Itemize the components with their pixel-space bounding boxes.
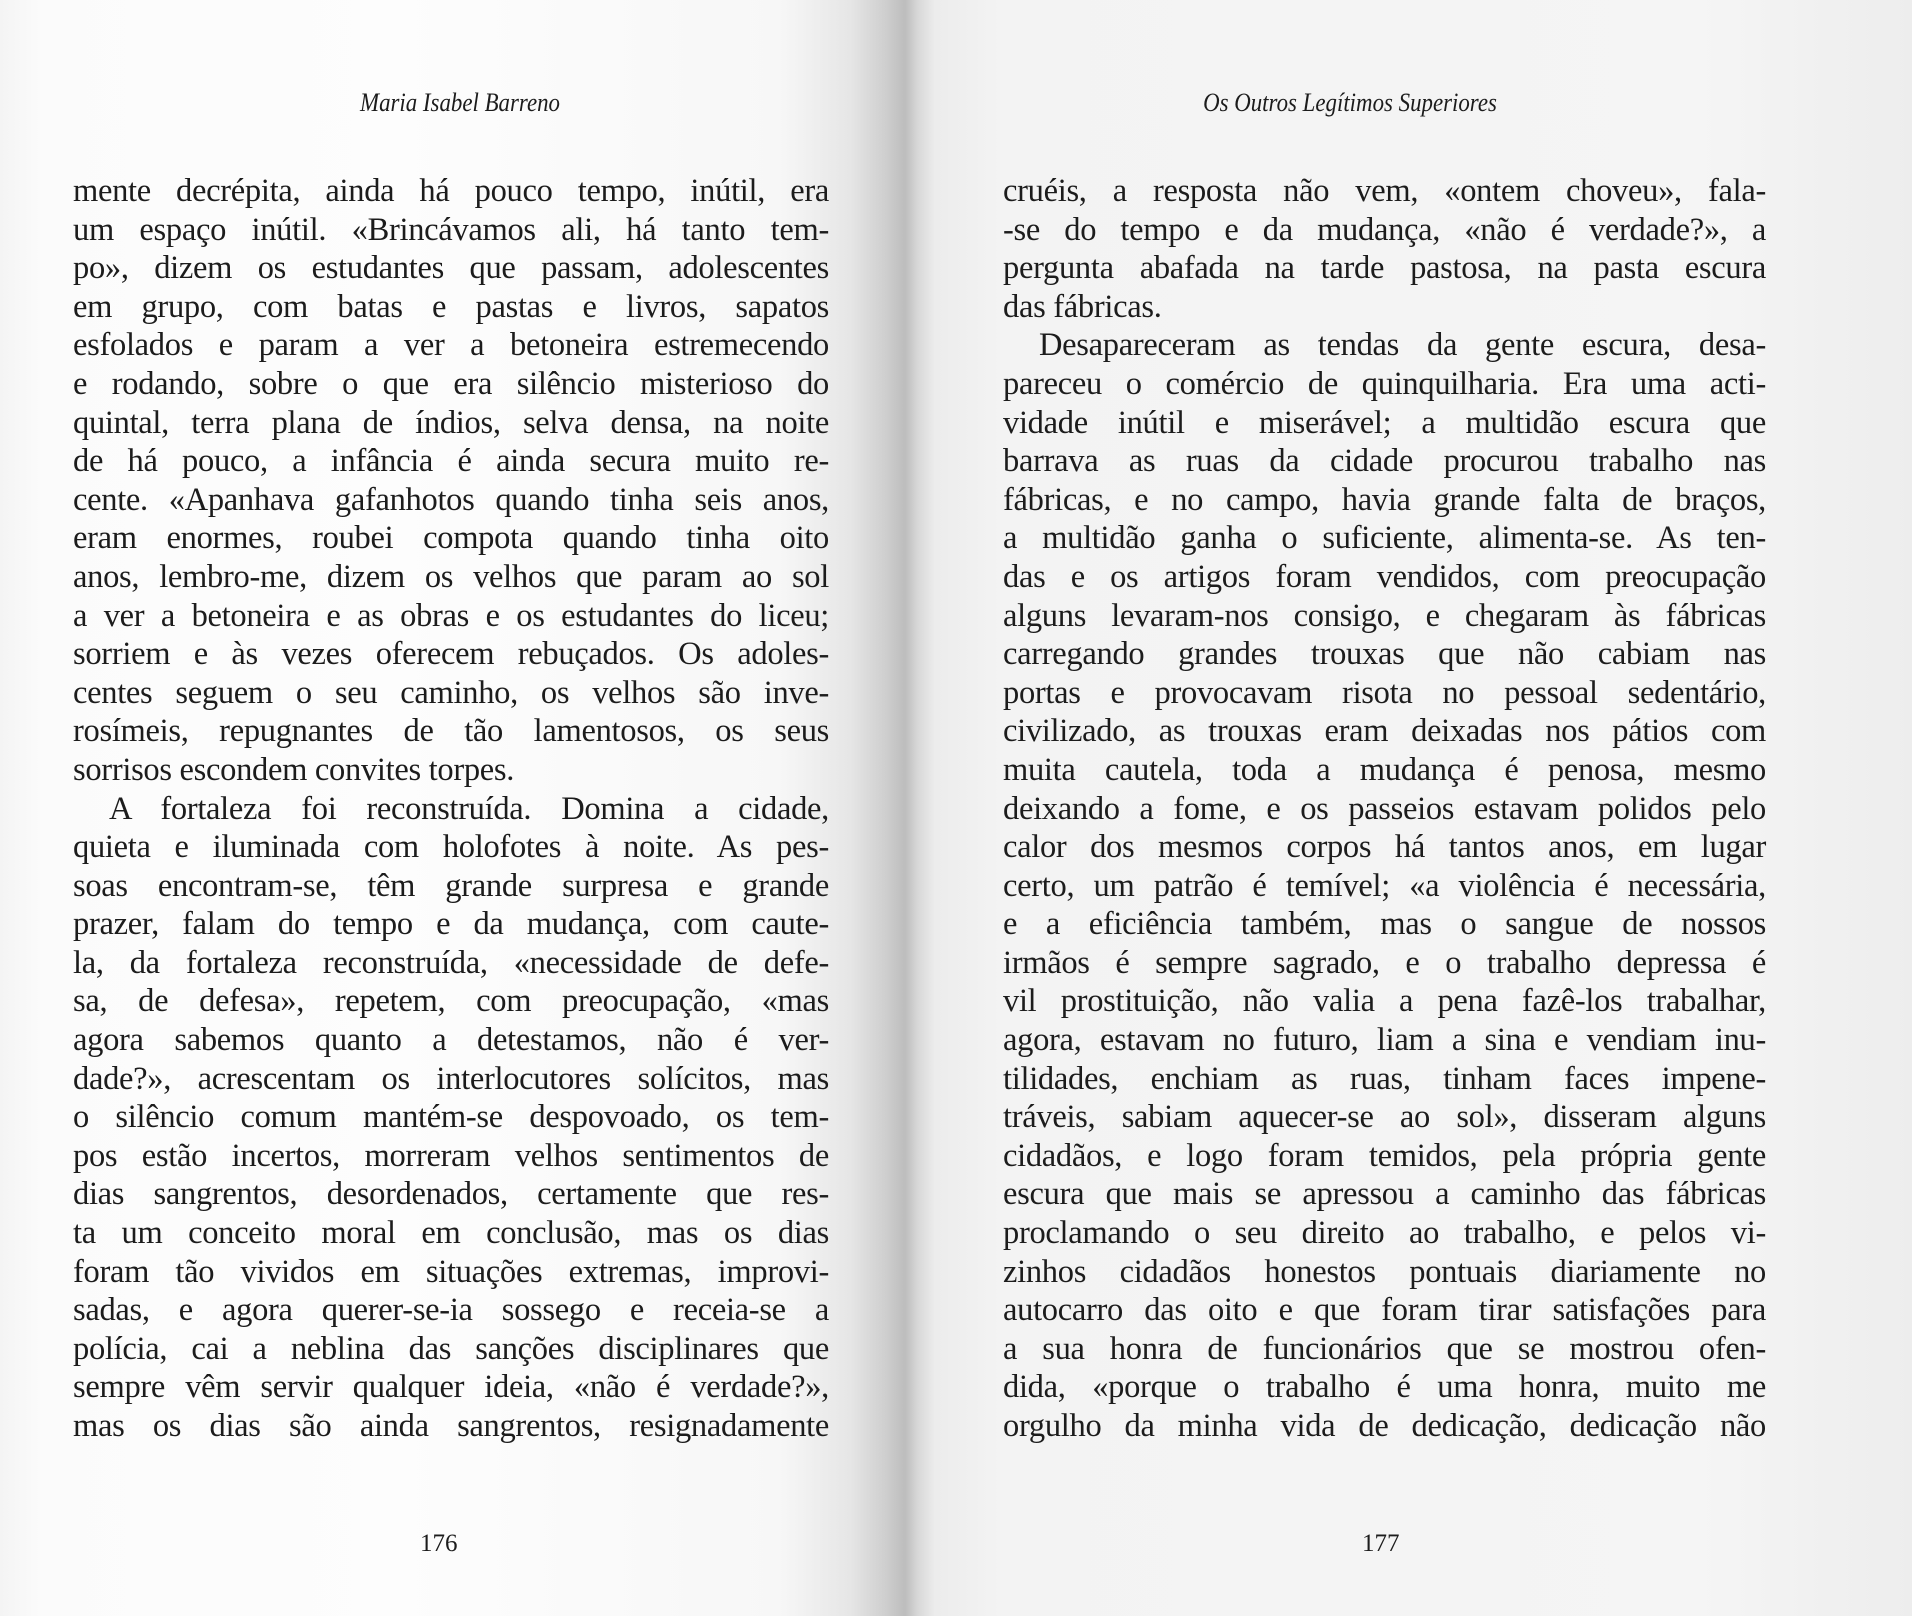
- text-line: sa, de defesa», repetem, com preocupação, «mas: [73, 983, 829, 1020]
- text-line: civilizado, as trouxas eram deixadas nos pátios com: [1003, 713, 1766, 750]
- text-line: barrava as ruas da cidade procurou trabalho nas: [1003, 443, 1766, 480]
- text-line: soas encontram-se, têm grande surpresa e grande: [73, 867, 829, 904]
- text-line: mente decrépita, ainda há pouco tempo, inútil, era: [73, 173, 829, 209]
- page-number: 177: [1362, 1530, 1400, 1557]
- text-line: prazer, falam do tempo e da mudança, com caute-: [73, 906, 829, 943]
- page-body-text: [1003, 172, 1766, 1446]
- text-line: das e os artigos foram vendidos, com preocupação: [1003, 558, 1766, 595]
- text-line: e a eficiência também, mas o sangue de nossos: [1003, 906, 1766, 943]
- text-line: carregando grandes trouxas que não cabiam nas: [1003, 636, 1766, 673]
- text-line: tilidades, enchiam as ruas, tinham faces impene-: [1003, 1060, 1766, 1097]
- text-line: o silêncio comum mantém-se despovoado, os tem-: [73, 1099, 829, 1136]
- text-line: mas os dias são ainda sangrentos, resignadamente: [73, 1408, 829, 1444]
- text-line: dias sangrentos, desordenados, certamente que res-: [73, 1176, 829, 1213]
- text-line: e rodando, sobre o que era silêncio misterioso do: [73, 365, 829, 402]
- text-line: cidadãos, e logo foram temidos, pela própria gente: [1003, 1137, 1766, 1174]
- text-line: -se do tempo e da mudança, «não é verdade?», a: [1003, 211, 1766, 248]
- text-line: portas e provocavam risota no pessoal sedentário,: [1003, 674, 1766, 711]
- text-line: agora sabemos quanto a detestamos, não é ver-: [73, 1022, 829, 1059]
- text-line: pareceu o comércio de quinquilharia. Era uma acti-: [1003, 365, 1766, 402]
- text-line: tráveis, sabiam aquecer-se ao sol», disseram alguns: [1003, 1099, 1766, 1136]
- text-line: eram enormes, roubei compota quando tinha oito: [73, 520, 829, 557]
- text-line: centes seguem o seu caminho, os velhos são inve-: [73, 674, 829, 711]
- text-line: quieta e iluminada com holofotes à noite. As pes-: [73, 829, 829, 866]
- text-line: calor dos mesmos corpos há tantos anos, em lugar: [1003, 829, 1766, 866]
- text-line: vil prostituição, não valia a pena fazê-los trabalhar,: [1003, 983, 1766, 1020]
- text-line: rosímeis, repugnantes de tão lamentosos, os seus: [73, 713, 829, 750]
- text-line: fábricas, e no campo, havia grande falta de braços,: [1003, 481, 1766, 518]
- text-line: irmãos é sempre sagrado, e o trabalho depressa é: [1003, 944, 1766, 981]
- text-line: esfolados e param a ver a betoneira estremecendo: [73, 327, 829, 364]
- text-line: Desapareceram as tendas da gente escura, desa-: [1039, 327, 1766, 364]
- text-line: sorrisos escondem convites torpes.: [73, 751, 515, 788]
- text-line: das fábricas.: [1003, 288, 1162, 325]
- text-line: a ver a betoneira e as obras e os estudantes do liceu;: [73, 597, 829, 634]
- text-line: anos, lembro-me, dizem os velhos que param ao sol: [73, 558, 829, 595]
- text-line: sorriem e às vezes oferecem rebuçados. Os adoles-: [73, 636, 829, 673]
- text-line: a multidão ganha o suficiente, alimenta-se. As ten-: [1003, 520, 1766, 557]
- text-line: vidade inútil e miserável; a multidão escura que: [1003, 404, 1766, 441]
- text-line: cruéis, a resposta não vem, «ontem choveu», fala-: [1003, 173, 1766, 209]
- text-line: ta um conceito moral em conclusão, mas os dias: [73, 1215, 829, 1252]
- right-page: [930, 0, 1912, 1616]
- page-body-text: [73, 172, 829, 1446]
- text-line: de há pouco, a infância é ainda secura muito re-: [73, 443, 829, 480]
- text-line: po», dizem os estudantes que passam, adolescentes: [73, 250, 829, 287]
- text-line: pos estão incertos, morreram velhos sentimentos de: [73, 1137, 829, 1174]
- text-line: sadas, e agora querer-se-ia sossego e receia-se a: [73, 1292, 829, 1329]
- text-line: cente. «Apanhava gafanhotos quando tinha seis anos,: [73, 481, 829, 518]
- text-line: orgulho da minha vida de dedicação, dedicação não: [1003, 1408, 1766, 1444]
- running-header-author: Maria Isabel Barreno: [360, 88, 560, 117]
- text-line: la, da fortaleza reconstruída, «necessidade de defe-: [73, 944, 829, 981]
- text-line: em grupo, com batas e pastas e livros, sapatos: [73, 288, 829, 325]
- text-line: A fortaleza foi reconstruída. Domina a cidade,: [109, 790, 829, 827]
- text-line: sempre vêm servir qualquer ideia, «não é verdade?»,: [73, 1369, 829, 1406]
- text-line: agora, estavam no futuro, liam a sina e vendiam inu-: [1003, 1022, 1766, 1059]
- text-line: dade?», acrescentam os interlocutores solícitos, mas: [73, 1060, 829, 1097]
- text-line: a sua honra de funcionários que se mostrou ofen-: [1003, 1330, 1766, 1367]
- text-line: alguns levaram-nos consigo, e chegaram às fábricas: [1003, 597, 1766, 634]
- text-line: proclamando o seu direito ao trabalho, e pelos vi-: [1003, 1215, 1766, 1252]
- text-line: quintal, terra plana de índios, selva densa, na noite: [73, 404, 829, 441]
- running-header-title: Os Outros Legítimos Superiores: [1203, 88, 1497, 117]
- text-line: pergunta abafada na tarde pastosa, na pasta escura: [1003, 250, 1766, 287]
- text-line: um espaço inútil. «Brincávamos ali, há tanto tem-: [73, 211, 829, 248]
- text-line: escura que mais se apressou a caminho das fábricas: [1003, 1176, 1766, 1213]
- page-number: 176: [420, 1530, 458, 1557]
- text-line: foram tão vividos em situações extremas, improvi-: [73, 1253, 829, 1290]
- text-line: muita cautela, toda a mudança é penosa, mesmo: [1003, 751, 1766, 788]
- text-line: zinhos cidadãos honestos pontuais diariamente no: [1003, 1253, 1766, 1290]
- text-line: polícia, cai a neblina das sanções disciplinares que: [73, 1330, 829, 1367]
- text-line: deixando a fome, e os passeios estavam polidos pelo: [1003, 790, 1766, 827]
- text-line: autocarro das oito e que foram tirar satisfações para: [1003, 1292, 1766, 1329]
- text-line: certo, um patrão é temível; «a violência é necessária,: [1003, 867, 1766, 904]
- left-page: [0, 0, 900, 1616]
- text-line: dida, «porque o trabalho é uma honra, muito me: [1003, 1369, 1766, 1406]
